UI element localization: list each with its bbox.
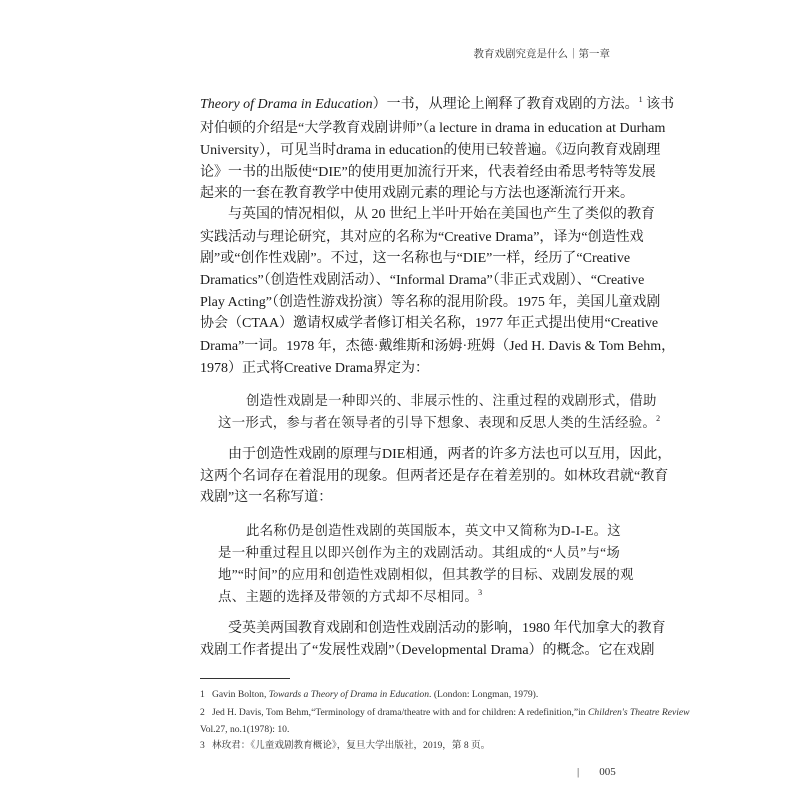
text-run: 这一形式，参与者在领导者的引导下想象、表现和反思人类的生活经验。 [218, 415, 657, 430]
text-run: 剧”或“创作性戏剧”。不过，这一名称也与“DIE”一样，经历了“Creative [200, 251, 631, 266]
footnote [200, 707, 690, 719]
paragraph-line [200, 361, 610, 377]
text-run: Drama”一词。1978 年，杰德·戴维斯和汤姆·班姆（Jed H. Davis & Tom Behm， [200, 339, 676, 354]
text-run: 由于创造性戏剧的原理与DIE相通，两者的许多方法也可以互用，因此， [228, 447, 672, 462]
paragraph-line [200, 121, 666, 137]
text-run: 林玫君：《儿童戏剧教育概论》，复旦大学出版社，2019，第 8 页。 [212, 740, 491, 751]
text-run: 对伯顿的介绍是“大学教育戏剧讲师”（a lecture in drama in education at Durham [200, 121, 666, 136]
text-run: 戏剧”这一名称写道： [200, 490, 333, 505]
footnote-number: 2 [200, 707, 205, 718]
paragraph-line [200, 165, 656, 181]
footnote-divider [200, 678, 290, 679]
text-run: Jed H. Davis, Tom Behm,“Terminology of drama/theatre with and for children: A redefinition,”in [212, 707, 589, 718]
text-run: Towards a Theory of Drama in Education [268, 689, 430, 700]
block-quote-line [218, 414, 661, 431]
text-run: Play Acting”（创造性游戏扮演）等名称的混用阶段。1975 年，美国儿童戏剧 [200, 295, 661, 310]
paragraph-line [200, 230, 644, 246]
page-number-value: 005 [599, 766, 616, 778]
paragraph-line [200, 643, 655, 659]
text-run: 实践活动与理论研究，其对应的名称为“Creative Drama”，译为“创造性戏 [200, 230, 644, 245]
paragraph-line [200, 143, 661, 159]
text-run: 地”“时间”的应用和创造性戏剧相似，但其教学的目标、戏剧发展的观 [218, 567, 634, 582]
page-number-separator: | [577, 766, 580, 778]
text-run: 论》一书的出版使“DIE”的使用更加流行开来，代表着经由希思考特等发展 [200, 165, 656, 180]
text-run: Gavin Bolton, [212, 689, 269, 700]
text-run: 协会（CTAA）邀请权威学者修订相关名称，1977 年正式提出使用“Creative [200, 316, 659, 331]
footnote-number: 3 [200, 740, 205, 751]
footnote [200, 689, 620, 701]
text-run: 戏剧工作者提出了“发展性戏剧”（Developmental Drama）的概念。它在戏剧 [200, 643, 655, 658]
paragraph-line [200, 447, 672, 463]
text-run: . (London: Longman, 1979). [429, 689, 539, 700]
footnote-reference: 2 [656, 414, 661, 423]
footnote-number: 1 [200, 689, 205, 700]
footnote [200, 724, 620, 736]
text-run: 该书 [642, 97, 675, 112]
block-quote-line [218, 567, 634, 583]
text-run: 与英国的情况相似，从 20 世纪上半叶开始在美国也产生了类似的教育 [228, 207, 655, 222]
text-run: Children's Theatre Review [588, 707, 690, 718]
text-run: 是一种重过程且以即兴创作为主的戏剧活动。其组成的“人员”与“场 [218, 545, 621, 560]
running-header: 教育戏剧究竟是什么｜第一章 [473, 49, 610, 60]
text-run: Dramatics”（创造性戏剧活动）、“Informal Drama”（非正式戏剧）、“Creative [200, 273, 645, 288]
footnote-reference: 1 [638, 95, 643, 104]
paragraph-line [200, 316, 659, 332]
block-quote-line [218, 589, 610, 605]
paragraph-line [200, 207, 655, 223]
text-run: 起来的一套在教育教学中使用戏剧元素的理论与方法也逐渐流行开来。 [200, 186, 634, 201]
paragraph-line [200, 186, 634, 202]
paragraph-line [200, 339, 676, 355]
text-run: 创造性戏剧是一种即兴的、非展示性的、注重过程的戏剧形式，借助 [246, 393, 657, 408]
block-quote-line [218, 545, 621, 561]
paragraph-line [200, 490, 610, 506]
paragraph-line [200, 95, 675, 113]
block-quote-line [218, 523, 621, 539]
text-run: 此名称仍是创造性戏剧的英国版本，英文中又简称为D-I-E。这 [246, 523, 621, 538]
paragraph-line [200, 469, 669, 485]
text-run: Vol.27, no.1(1978): 10. [200, 724, 290, 735]
text-run: Theory of Drama in Education [200, 97, 373, 112]
footnote [200, 740, 620, 752]
text-run: 点、主题的选择及带领的方式却不尽相同。 [218, 589, 479, 604]
text-run: 1978）正式将Creative Drama界定为： [200, 361, 430, 376]
footnote-reference: 3 [478, 588, 483, 597]
paragraph-line [200, 251, 631, 267]
paragraph-line [200, 295, 661, 311]
block-quote-line [218, 393, 657, 409]
text-run: 这两个名词存在着混用的现象。但两者还是存在着差别的。如林玫君就“教育 [200, 469, 669, 484]
text-run: University），可见当时drama in education的使用已较普遍。《迈向教育戏剧理 [200, 143, 661, 158]
text-run: ）一书，从理论上阐释了教育戏剧的方法。 [372, 97, 639, 112]
text-run: 受英美两国教育戏剧和创造性戏剧活动的影响，1980 年代加拿大的教育 [228, 621, 666, 636]
paragraph-line [200, 621, 666, 637]
page-number [577, 766, 616, 778]
paragraph-line [200, 273, 645, 289]
